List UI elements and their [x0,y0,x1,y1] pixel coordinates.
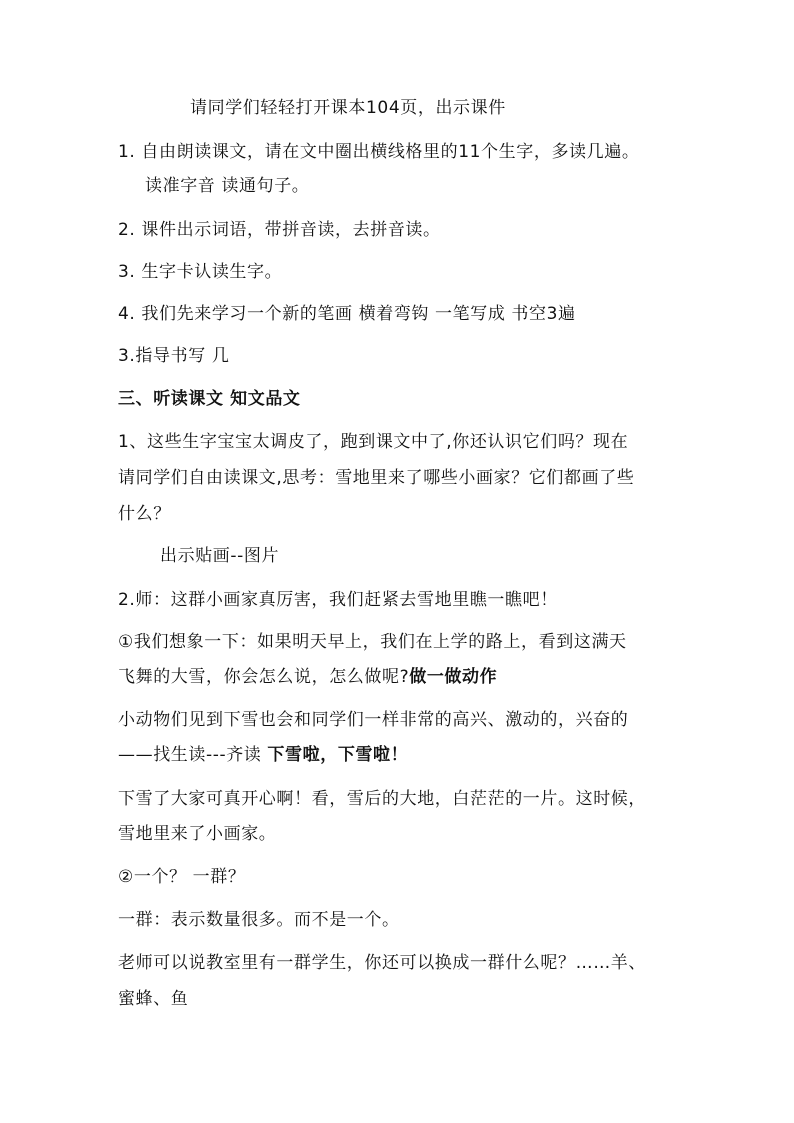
group-definition-line: 一群：表示数量很多。而不是一个。 [118,910,400,930]
imagine-line-2 [118,667,497,687]
imagine-action-emphasis: 做一做动作 [409,667,498,687]
teacher-line-2: 蜜蜂、鱼 [118,989,189,1009]
para1-line-3: 什么？ [118,504,171,524]
animals-line-2-text: ——找生读---齐读 [118,745,268,765]
animals-snow-emphasis: 下雪啦，下雪啦！ [267,745,409,765]
intro-line: 请同学们轻轻打开课本104页，出示课件 [190,98,506,118]
show-picture-line: 出示贴画--图片 [160,546,280,566]
imagine-line-1: ①我们想象一下：如果明天早上，我们在上学的路上，看到这满天 [118,632,627,652]
para2-line: 2.师：这群小画家真厉害，我们赶紧去雪地里瞧一瞧吧！ [118,590,558,610]
step-1-continuation: 读准字音 读通句子。 [145,176,310,196]
step-1-line: 1. 自由朗读课文，请在文中圈出横线格里的11个生字，多读几遍。 [118,142,640,162]
step-2-line: 2. 课件出示词语，带拼音读，去拼音读。 [118,220,441,240]
snow-line-2: 雪地里来了小画家。 [118,824,277,844]
one-group-line: ②一个？ 一群？ [118,867,246,887]
snow-line-1: 下雪了大家可真开心啊！看，雪后的大地，白茫茫的一片。这时候， [118,789,646,809]
teacher-line-1: 老师可以说教室里有一群学生，你还可以换成一群什么呢？……羊、 [118,953,646,973]
section-3-heading: 三、听读课文 知文品文 [118,389,301,409]
animals-line-2 [118,745,408,765]
step-3-line: 3. 生字卡认读生字。 [118,262,283,282]
para1-line-2: 请同学们自由读课文,思考：雪地里来了哪些小画家？它们都画了些 [118,468,635,488]
animals-line-1: 小动物们见到下雪也会和同学们一样非常的高兴、激动的，兴奋的 [118,710,629,730]
step-guide-writing: 3.指导书写 几 [118,346,230,366]
step-4-line: 4. 我们先来学习一个新的笔画 横着弯钩 一笔写成 书空3遍 [118,304,576,324]
imagine-line-2-text: 飞舞的大雪，你会怎么说，怎么做呢? [118,667,410,687]
para1-line-1: 1、这些生字宝宝太调皮了，跑到课文中了,你还认识它们吗？现在 [118,432,629,452]
